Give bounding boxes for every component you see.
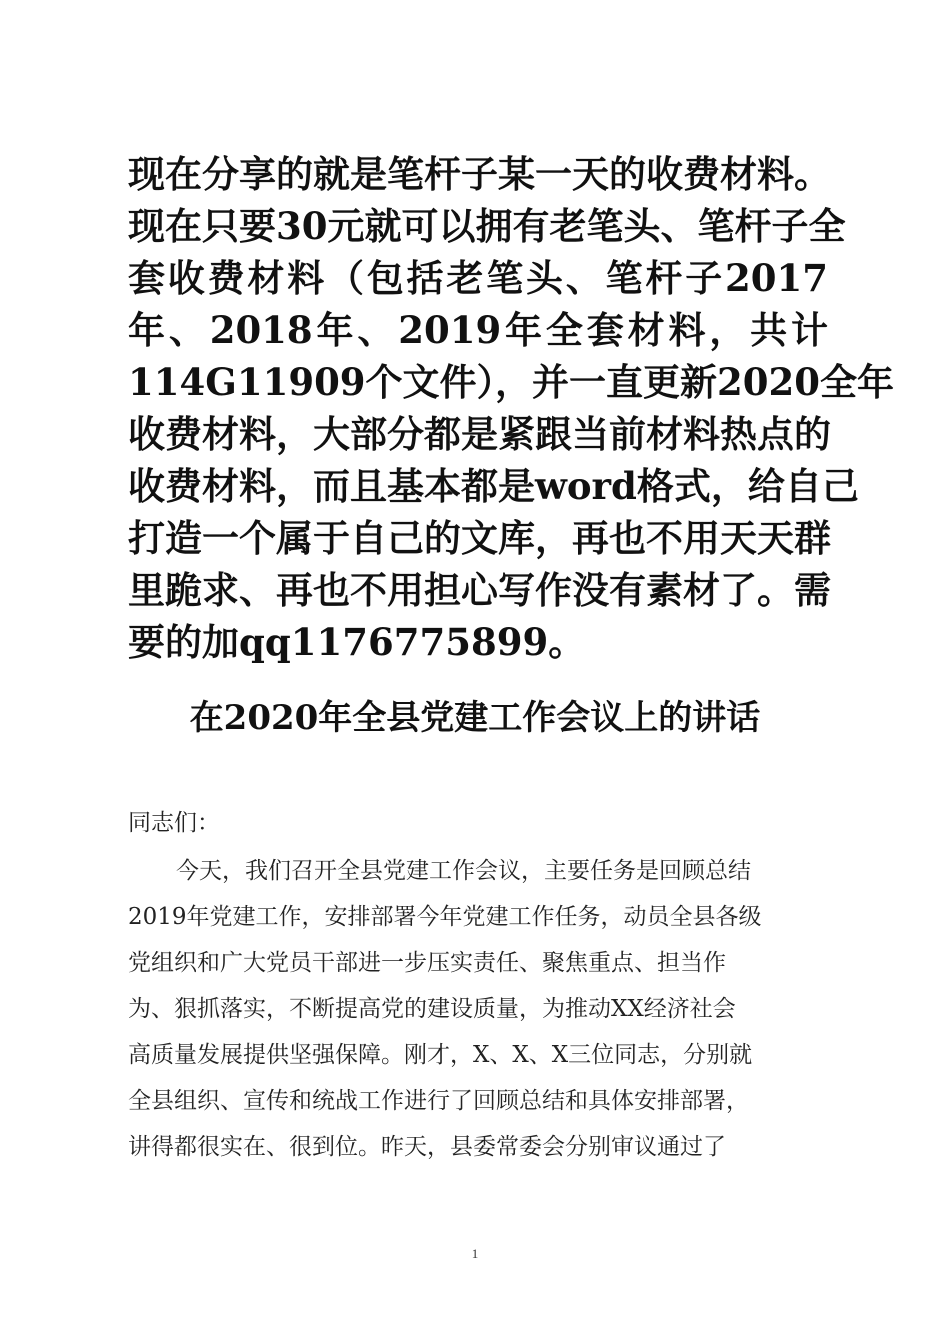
promo-line: 收费材料，大部分都是紧跟当前材料热点的: [128, 412, 831, 456]
body-line: 今天，我们召开全县党建工作会议，主要任务是回顾总结: [176, 858, 751, 884]
promo-line: 打造一个属于自己的文库，再也不用天天群: [128, 516, 831, 560]
page-number: 1: [471, 1246, 479, 1261]
promo-line: 现在分享的就是笔杆子某一天的收费材料。: [128, 152, 831, 196]
promo-line: 套收费材料（包括老笔头、笔杆子2017: [128, 256, 828, 300]
body-line: 党组织和广大党员干部进一步压实责任、聚焦重点、担当作: [128, 950, 726, 976]
promo-paragraph: [128, 148, 895, 668]
promo-line: 要的加qq1176775899。: [128, 620, 586, 664]
promo-line: 年、2018年、2019年全套材料，共计: [128, 308, 828, 352]
promo-line: 收费材料，而且基本都是word格式，给自己: [128, 464, 859, 508]
promo-line: 里跪求、再也不用担心写作没有素材了。需: [128, 568, 831, 612]
speech-body: [128, 800, 828, 1170]
body-line: 全县组织、宣传和统战工作进行了回顾总结和具体安排部署，: [128, 1088, 749, 1114]
body-line: 讲得都很实在、很到位。昨天，县委常委会分别审议通过了: [128, 1134, 726, 1160]
salutation: 同志们：: [128, 810, 220, 836]
promo-line: 114G11909个文件），并一直更新2020全年: [128, 360, 895, 404]
body-line: 高质量发展提供坚强保障。刚才，X、X、X三位同志，分别就: [128, 1042, 753, 1068]
body-line: 为、狠抓落实，不断提高党的建设质量，为推动XX经济社会: [128, 996, 736, 1022]
promo-line: 现在只要30元就可以拥有老笔头、笔杆子全: [128, 204, 846, 248]
document-title: 在2020年全县党建工作会议上的讲话: [189, 698, 761, 738]
body-line: 2019年党建工作，安排部署今年党建工作任务，动员全县各级: [128, 904, 762, 930]
